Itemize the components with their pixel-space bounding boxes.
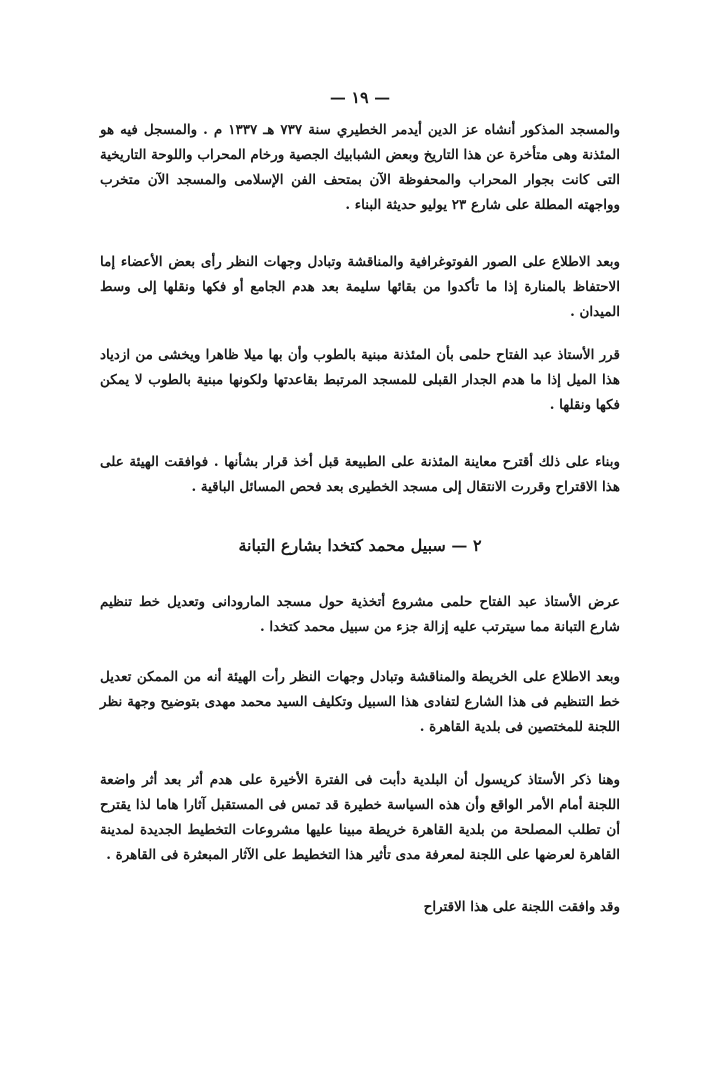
- paragraph-review-photos: وبعد الاطلاع على الصور الفوتوغرافية والمناقشة وتبادل وجهات النظر رأى بعض الأعضاء إما الاحتفاظ بالمنارة إذا ما تأكدوا من بقائها سليمة بعد هدم الجامع أو فكها ونقلها إلى وسط الميدان .: [100, 254, 620, 320]
- paragraph-sabil-review: وبعد الاطلاع على الخريطة والمناقشة وتبادل وجهات النظر رأت الهيئة أنه من الممكن تعديل خط التنظيم فى هذا الشارع لتفادى هذا السبيل وتكليف السيد محمد مهدى بتوضيح وجهة نظر اللجنة للمختصين فى بلدية القاهرة .: [100, 669, 620, 735]
- paragraph-creswell-remarks: وهنا ذكر الأستاذ كريسول أن البلدية دأبت فى الفترة الأخيرة على هدم أثر بعد أثر واضعة اللجنة أمام الأمر الواقع وأن هذه السياسة خطيرة قد تمس فى المستقبل آثارا هاما لذا يقترح أن تطلب المصلحة من بلدية القاهرة خريطة مبينا عليها مشروعات التخطيط الجديدة لمدينة القاهرة لعرضها على اللجنة لمعرفة مدى تأثير هذا التخطيط على الآثار المبعثرة فى القاهرة .: [100, 772, 620, 863]
- paragraph-committee-approval: وقد وافقت اللجنة على هذا الاقتراح: [423, 899, 620, 915]
- paragraph-committee-decision: وبناء على ذلك أقترح معاينة المئذنة على الطبيعة قبل أخذ قرار بشأنها . فوافقت الهيئة على هذا الاقتراح وقررت الانتقال إلى مسجد الخطيرى بعد فحص المسائل الباقية .: [100, 454, 620, 495]
- paragraph-minaret-brick: قرر الأستاذ عبد الفتاح حلمى بأن المئذنة مبنية بالطوب وأن بها ميلا ظاهرا ويخشى من ازدياد هذا الميل إذا ما هدم الجدار القبلى للمسجد المرتبط بقاعدتها ولكونها مبنية بالطوب لا يمكن فكها ونقلها .: [100, 347, 620, 413]
- paragraph-mosque-history: والمسجد المذكور أنشاه عز الدين أيدمر الخطيري سنة ٧٣٧ هـ ١٣٣٧ م . والمسجل فيه هو المئذنة وهى متأخرة عن هذا التاريخ وبعض الشبابيك الجصية ورخام المحراب واللوحة التاريخية التى كانت بجوار المحراب والمحفوظة الآن بمتحف الفن الإسلامى والمسجد الآن متخرب وواجهته المطلة على شارع ٢٣ يوليو حديثة البناء .: [100, 122, 620, 213]
- paragraph-sabil-presentation: عرض الأستاذ عبد الفتاح حلمى مشروع أتخذية حول مسجد المارودانى وتعديل خط تنظيم شارع التبانة مما سيترتب عليه إزالة جزء من سبيل محمد كتخدا .: [100, 594, 620, 635]
- page-number: — ١٩ —: [329, 88, 391, 107]
- section-heading: ٢ — سبيل محمد كتخدا بشارع التبانة: [238, 536, 482, 555]
